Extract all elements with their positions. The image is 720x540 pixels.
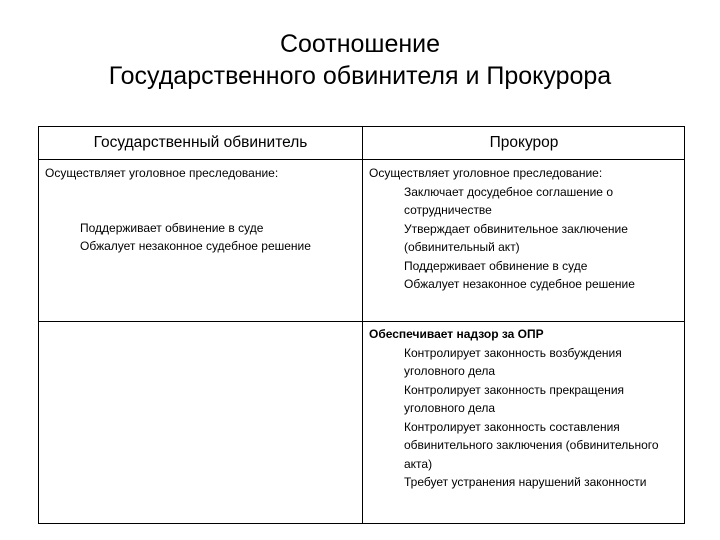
spacer (45, 183, 357, 219)
cell-right-row1 (369, 164, 681, 294)
cell-right-row2 (369, 325, 681, 492)
row-divider (39, 321, 684, 322)
list-item: Поддерживает обвинение в суде (404, 258, 588, 273)
header-state-prosecutor: Государственный обвинитель (93, 134, 308, 151)
list-item: Контролирует законность возбуждения уголовного дела (404, 345, 622, 378)
list-item: Обжалует незаконное судебное решение (80, 239, 311, 253)
list-item: Контролирует законность составления обвинительного заключения (обвинительного акта) (404, 419, 659, 471)
header-prosecutor: Прокурор (489, 134, 559, 151)
list-item: Требует устранения нарушений законности (404, 475, 647, 489)
column-divider (362, 127, 363, 523)
header-divider (39, 159, 684, 160)
title-line-2: Государственного обвинителя и Прокурора (108, 62, 612, 90)
cell-lead-text: Осуществляет уголовное преследование: (45, 166, 279, 180)
slide-title (0, 28, 720, 92)
list-item: Заключает досудебное соглашение о сотрудничестве (404, 184, 613, 217)
cell-left-row1 (45, 164, 357, 256)
list-item: Контролирует законность прекращения уголовного дела (404, 382, 625, 415)
list-item: Поддерживает обвинение в суде (80, 220, 264, 235)
title-line-1: Соотношение (279, 30, 441, 58)
list-item: Обжалует незаконное судебное решение (404, 277, 635, 291)
list-item: Утверждает обвинительное заключение (обвинительный акт) (404, 221, 628, 254)
cell-lead-text: Осуществляет уголовное преследование: (369, 166, 603, 180)
cell-lead-text: Обеспечивает надзор за ОПР (369, 327, 544, 341)
comparison-table (38, 126, 685, 524)
